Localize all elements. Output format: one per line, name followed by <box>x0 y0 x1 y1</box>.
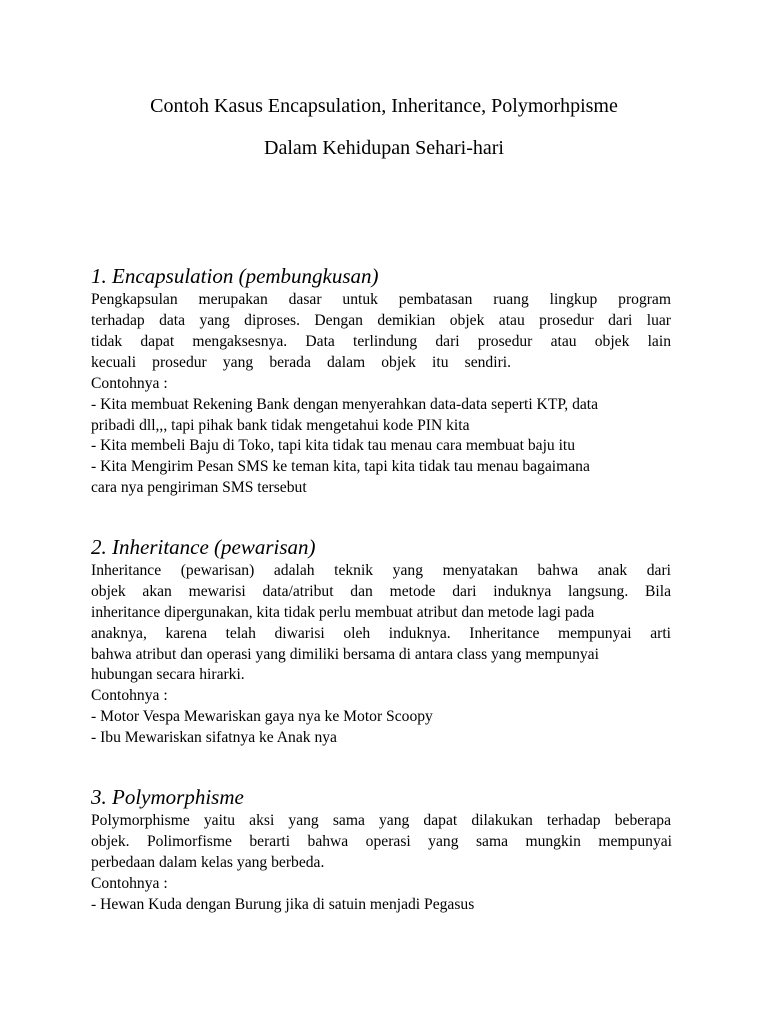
example-label: Contohnya : <box>91 375 168 392</box>
paragraph-line: inheritance dipergunakan, kita tidak perlu membuat atribut dan metode lagi pada <box>91 604 595 621</box>
section-heading-polymorphisme: 3. Polymorphisme <box>91 785 244 809</box>
example-item: pribadi dll,,, tapi pihak bank tidak mengetahui kode PIN kita <box>91 417 470 434</box>
paragraph-line: kecuali prosedur yang berada dalam objek itu sendiri. <box>91 354 511 371</box>
paragraph-line: objek. Polimorfisme berarti bahwa operasi yang sama mungkin mempunyai <box>91 833 672 850</box>
example-item: - Kita Mengirim Pesan SMS ke teman kita, tapi kita tidak tau menau bagaimana <box>91 458 590 475</box>
paragraph-line: Polymorphisme yaitu aksi yang sama yang dapat dilakukan terhadap beberapa <box>91 812 671 829</box>
paragraph-line: terhadap data yang diproses. Dengan demikian objek atau prosedur dari luar <box>91 312 671 329</box>
paragraph-line: anaknya, karena telah diwarisi oleh induknya. Inheritance mempunyai arti <box>91 625 671 642</box>
paragraph-line: hubungan secara hirarki. <box>91 666 245 683</box>
paragraph-line: perbedaan dalam kelas yang berbeda. <box>91 854 325 871</box>
section-heading-encapsulation: 1. Encapsulation (pembungkusan) <box>91 264 379 288</box>
example-label: Contohnya : <box>91 687 168 704</box>
paragraph-line: bahwa atribut dan operasi yang dimiliki bersama di antara class yang mempunyai <box>91 646 599 663</box>
document-title-line-2: Dalam Kehidupan Sehari-hari <box>264 137 504 159</box>
example-item: - Ibu Mewariskan sifatnya ke Anak nya <box>91 729 337 746</box>
paragraph-line: Pengkapsulan merupakan dasar untuk pembatasan ruang lingkup program <box>91 291 671 308</box>
example-item: - Kita membuat Rekening Bank dengan menyerahkan data-data seperti KTP, data <box>91 396 599 413</box>
paragraph-line: Inheritance (pewarisan) adalah teknik yang menyatakan bahwa anak dari <box>91 562 671 579</box>
example-item: cara nya pengiriman SMS tersebut <box>91 479 307 496</box>
paragraph-line: objek akan mewarisi data/atribut dan metode dari induknya langsung. Bila <box>91 583 671 600</box>
section-heading-inheritance: 2. Inheritance (pewarisan) <box>91 535 316 559</box>
paragraph-line: tidak dapat mengaksesnya. Data terlindung dari prosedur atau objek lain <box>91 333 671 350</box>
example-label: Contohnya : <box>91 875 168 892</box>
example-item: - Hewan Kuda dengan Burung jika di satuin menjadi Pegasus <box>91 896 475 913</box>
document-title-line-1: Contoh Kasus Encapsulation, Inheritance, Polymorhpisme <box>150 95 618 117</box>
example-item: - Kita membeli Baju di Toko, tapi kita tidak tau menau cara membuat baju itu <box>91 437 576 454</box>
example-item: - Motor Vespa Mewariskan gaya nya ke Motor Scoopy <box>91 708 433 725</box>
